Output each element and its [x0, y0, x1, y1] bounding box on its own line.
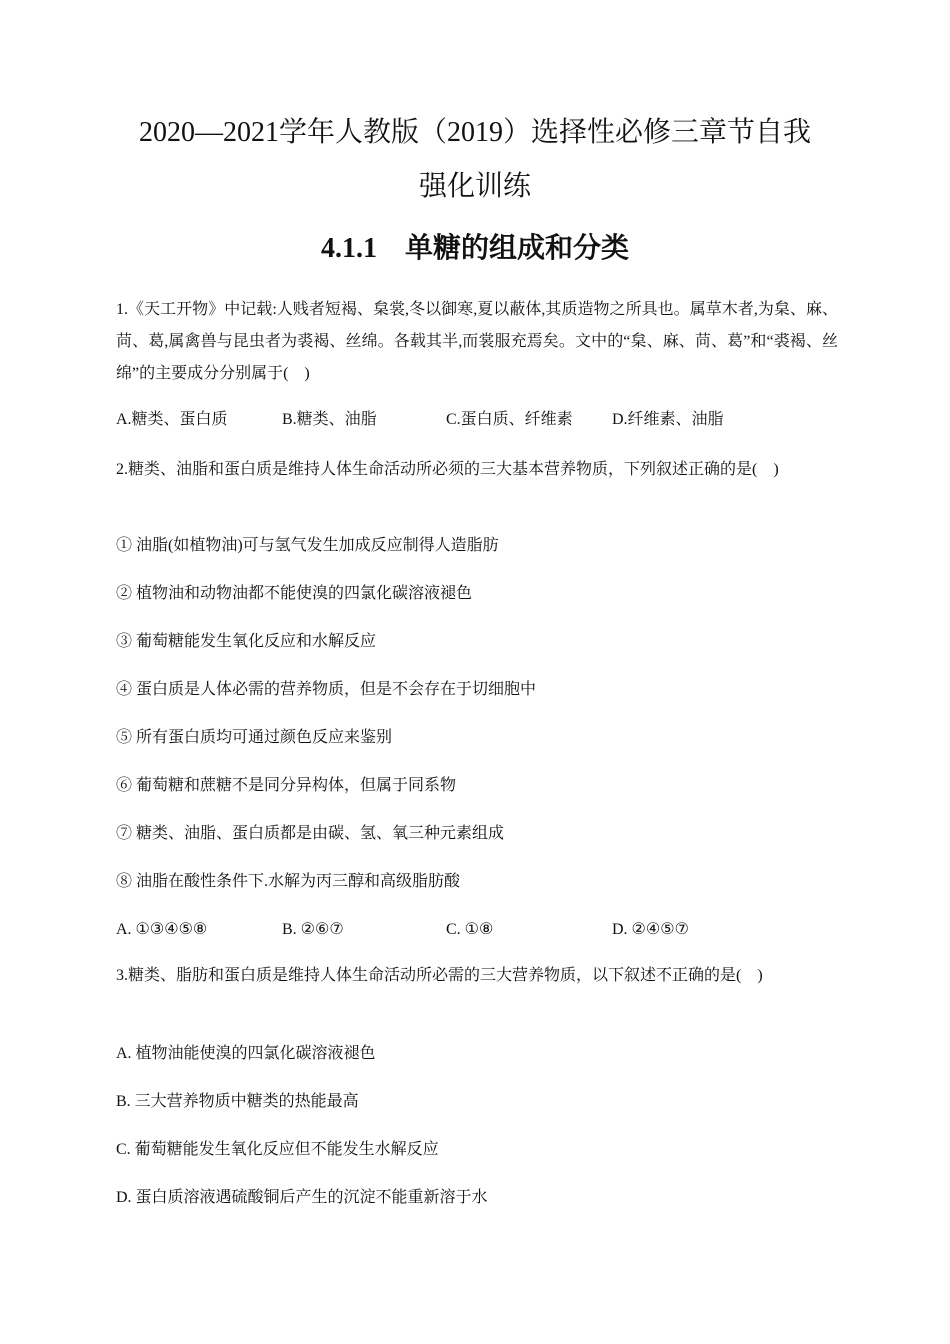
- section-title: 4.1.1 单糖的组成和分类: [320, 233, 629, 264]
- question-2-option-d: D. ②④⑤⑦: [612, 921, 689, 938]
- question-1-option-c: C.蛋白质、纤维素: [446, 411, 573, 428]
- question-2-statement: ④ 蛋白质是人体必需的营养物质，但是不会存在于切细胞中: [116, 681, 537, 698]
- question-2-option-a: A. ①③④⑤⑧: [116, 921, 208, 938]
- title-line-2: 强化训练: [418, 171, 531, 202]
- question-2-stem: 2.糖类、油脂和蛋白质是维持人体生命活动所必须的三大基本营养物质，下列叙述正确的是( ): [116, 461, 779, 478]
- question-2-statement: ③ 葡萄糖能发生氧化反应和水解反应: [116, 633, 377, 650]
- question-2-statement: ② 植物油和动物油都不能使溴的四氯化碳溶液褪色: [116, 585, 473, 602]
- question-1-option-a: A.糖类、蛋白质: [116, 411, 228, 428]
- question-1-option-d: D.纤维素、油脂: [612, 411, 724, 428]
- question-2-option-b: B. ②⑥⑦: [282, 921, 344, 938]
- question-1-option-b: B.糖类、油脂: [282, 411, 377, 428]
- question-3-option-b: B. 三大营养物质中糖类的热能最高: [116, 1093, 359, 1110]
- question-3-option-d: D. 蛋白质溶液遇硫酸铜后产生的沉淀不能重新溶于水: [116, 1189, 488, 1206]
- question-3-option-c: C. 葡萄糖能发生氧化反应但不能发生水解反应: [116, 1141, 439, 1158]
- question-3-option-a: A. 植物油能使溴的四氯化碳溶液褪色: [116, 1045, 376, 1062]
- question-1-stem: 1.《天工开物》中记载:人贱者短褐、枲裳,冬以御寒,夏以蔽体,其质造物之所具也。属草木者,为枲、麻、苘、葛,属禽兽与昆虫者为裘褐、丝绵。各载其半,而裳服充焉矣。文中的“枲、麻、苘、葛”和“裘褐、丝绵”的主要成分分别属于( ): [116, 301, 838, 382]
- question-2-option-c: C. ①⑧: [446, 921, 494, 938]
- question-3-stem: 3.糖类、脂肪和蛋白质是维持人体生命活动所必需的三大营养物质，以下叙述不正确的是( ): [116, 967, 763, 984]
- question-2-statement: ⑥ 葡萄糖和蔗糖不是同分异构体，但属于同系物: [116, 777, 457, 794]
- question-2-statement: ⑤ 所有蛋白质均可通过颜色反应来鉴别: [116, 729, 393, 746]
- document-title: [60, 106, 890, 214]
- question-2-statement: ① 油脂(如植物油)可与氢气发生加成反应制得人造脂肪: [116, 537, 499, 554]
- question-2-statement: ⑦ 糖类、油脂、蛋白质都是由碳、氢、氧三种元素组成: [116, 825, 505, 842]
- question-2-statement: ⑧ 油脂在酸性条件下.水解为丙三醇和高级脂肪酸: [116, 873, 461, 890]
- title-line-1: 2020—2021学年人教版（2019）选择性必修三章节自我: [138, 117, 811, 148]
